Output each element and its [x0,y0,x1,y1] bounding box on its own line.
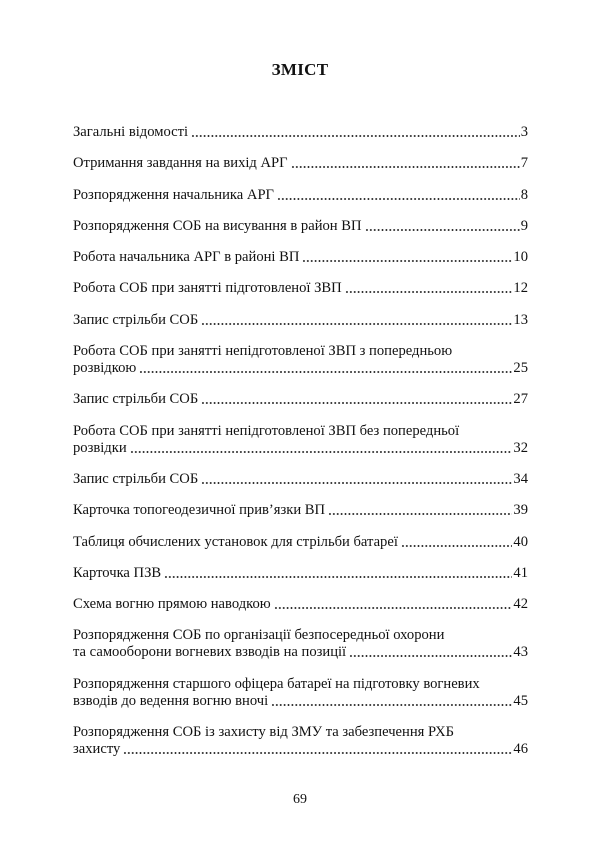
toc-entry-line [73,534,528,551]
toc-entry-line [73,627,528,644]
toc-entry[interactable] [73,124,528,141]
toc-entry-line [73,187,528,204]
toc-entry-page: 10 [513,249,528,266]
toc-entry-line [73,724,528,741]
toc-entry-line [73,502,528,519]
toc-entry-page: 8 [520,186,528,203]
toc-entry-title: Розпорядження СОБ на висування в район ВП [73,217,362,234]
toc-entry-page: 7 [520,155,528,172]
toc-entry[interactable] [73,155,528,172]
table-of-contents [73,124,528,772]
toc-entry-title: Схема вогню прямою наводкою [73,596,271,613]
toc-entry-line [73,693,528,710]
toc-entry-page: 32 [513,439,528,456]
toc-entry-page: 12 [513,280,528,297]
dot-leader [302,253,512,263]
toc-entry[interactable] [73,343,528,377]
toc-entry-title: Розпорядження СОБ по організації безпосередньої охорони [73,627,445,644]
toc-entry-page: 41 [513,564,528,581]
toc-entry-line [73,440,528,457]
toc-entry[interactable] [73,391,528,408]
toc-entry[interactable] [73,312,528,329]
toc-entry-page: 3 [520,124,528,140]
toc-entry-line [73,360,528,377]
toc-entry-page: 27 [513,391,528,408]
dot-leader [201,395,512,405]
toc-entry-line [73,312,528,329]
toc-entry-title: Запис стрільби СОБ [73,311,199,328]
toc-entry-line [73,249,528,266]
toc-entry[interactable] [73,534,528,551]
toc-entry[interactable] [73,218,528,235]
toc-entry-page: 46 [513,741,528,758]
toc-entry[interactable] [73,280,528,297]
toc-entry-page: 40 [513,533,528,550]
toc-entry-title: розвідкою [73,360,137,377]
dot-leader [328,506,512,516]
toc-entry-line [73,391,528,408]
toc-entry-line [73,644,528,661]
toc-entry-line [73,741,528,758]
toc-entry-title: Таблиця обчислених установок для стрільби батареї [73,533,398,550]
toc-entry-page: 45 [513,692,528,709]
dot-leader [365,222,520,232]
toc-entry-line [73,423,528,440]
toc-entry[interactable] [73,676,528,710]
dot-leader [191,128,520,138]
dot-leader [123,745,512,755]
toc-entry[interactable] [73,249,528,266]
toc-entry-line [73,565,528,582]
dot-leader [291,159,520,169]
toc-entry[interactable] [73,724,528,758]
dot-leader [271,697,512,707]
toc-entry-title: розвідки [73,439,127,456]
toc-entry-title: Карточка ПЗВ [73,564,162,581]
toc-entry-line [73,280,528,297]
toc-entry-page: 25 [513,360,528,377]
toc-entry[interactable] [73,502,528,519]
toc-entry-line [73,343,528,360]
toc-entry-title: Карточка топогеодезичної прив’язки ВП [73,502,326,519]
page-title: ЗМІСТ [271,60,329,79]
toc-entry-line [73,596,528,613]
toc-entry-title: Робота начальника АРГ в районі ВП [73,249,300,266]
toc-entry-title: Розпорядження СОБ із захисту від ЗМУ та забезпечення РХБ [73,724,455,741]
toc-entry-title: Отримання завдання на вихід АРГ [73,155,288,172]
toc-entry-line [73,155,528,172]
toc-entry[interactable] [73,471,528,488]
toc-entry-line [73,676,528,693]
toc-entry-title: Розпорядження начальника АРГ [73,186,274,203]
toc-entry-title: Робота СОБ при занятті непідготовленої ЗВП з попередньою [73,343,453,360]
toc-entry-page: 39 [513,502,528,519]
toc-entry-title: Робота СОБ при занятті непідготовленої ЗВП без попередньої [73,422,460,439]
toc-entry-line [73,471,528,488]
toc-entry[interactable] [73,596,528,613]
toc-entry-page: 9 [520,217,528,234]
toc-entry-title: Запис стрільби СОБ [73,470,199,487]
page-number: 69 [293,792,307,807]
dot-leader [201,475,512,485]
toc-entry-title: взводів до ведення вогню вночі [73,692,269,709]
dot-leader [274,600,513,610]
dot-leader [345,284,513,294]
dot-leader [130,444,513,454]
toc-entry-page: 13 [513,311,528,328]
toc-entry-title: Робота СОБ при занятті підготовленої ЗВП [73,280,342,297]
toc-entry-title: Запис стрільби СОБ [73,391,199,408]
toc-entry[interactable] [73,187,528,204]
toc-entry[interactable] [73,627,528,661]
toc-entry-page: 42 [513,596,528,613]
toc-entry[interactable] [73,423,528,457]
toc-entry-line [73,124,528,141]
dot-leader [164,569,512,579]
toc-entry[interactable] [73,565,528,582]
toc-entry-page: 43 [513,644,528,661]
dot-leader [139,364,512,374]
dot-leader [277,191,520,201]
toc-entry-title: та самооборони вогневих взводів на позиції [73,644,347,661]
toc-entry-title: захисту [73,741,121,758]
toc-entry-title: Розпорядження старшого офіцера батареї на підготовку вогневих [73,675,480,692]
toc-entry-title: Загальні відомості [73,124,189,140]
dot-leader [201,316,512,326]
toc-entry-line [73,218,528,235]
dot-leader [349,648,512,658]
dot-leader [401,538,513,548]
toc-entry-page: 34 [513,470,528,487]
